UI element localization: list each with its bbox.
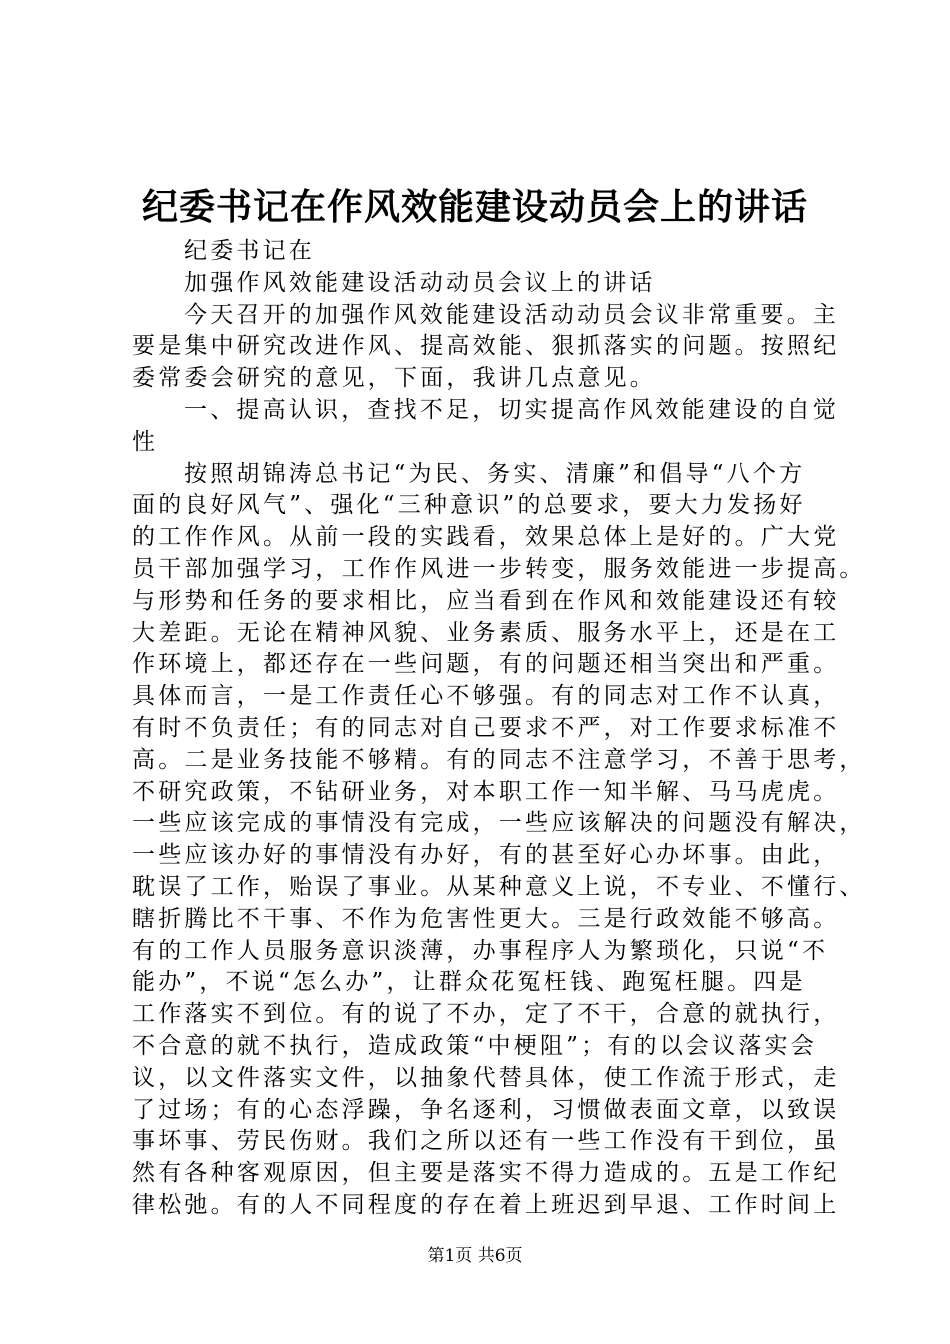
text-line: 事坏事、劳民伤财。我们之所以还有一些工作没有干到位，虽: [132, 1128, 840, 1155]
text-line: 加强作风效能建设活动动员会议上的讲话: [184, 269, 656, 296]
text-line: 纪委书记在: [184, 238, 315, 264]
text-line: 议，以文件落实文件，以抽象代替具体，使工作流于形式，走: [132, 1064, 840, 1091]
text-line: 然有各种客观原因，但主要是落实不得力造成的。五是工作纪: [132, 1160, 840, 1187]
text-line: 今天召开的加强作风效能建设活动动员会议非常重要。主: [184, 301, 839, 328]
text-line: 了过场；有的心态浮躁，争名逐利，习惯做表面文章，以致误: [132, 1096, 840, 1123]
text-line: 有时不负责任；有的同志对自己要求不严，对工作要求标准不: [132, 714, 840, 741]
text-line: 性: [132, 428, 159, 455]
text-line: 一些应该完成的事情没有完成，一些应该解决的问题没有解决，: [132, 810, 866, 837]
body-paragraph: [132, 395, 839, 459]
text-line: 的工作作风。从前一段的实践看，效果总体上是好的。广大党: [132, 524, 840, 551]
text-line: 耽误了工作，贻误了事业。从某种意义上说，不专业、不懂行、: [132, 873, 866, 900]
page-number: 第1页 共6页: [427, 1246, 523, 1266]
text-line: 按照胡锦涛总书记“为民、务实、清廉”和倡导“八个方: [184, 460, 806, 487]
document-title: 纪委书记在作风效能建设动员会上的讲话: [141, 186, 808, 228]
text-line: 作环境上，都还存在一些问题，有的问题还相当突出和严重。: [132, 651, 840, 678]
text-line: 不合意的就不执行，造成政策“中梗阻”；有的以会议落实会: [132, 1032, 817, 1059]
text-line: 工作落实不到位。有的说了不办，定了不干，合意的就执行，: [132, 1001, 840, 1028]
body-paragraph: [132, 300, 840, 395]
text-line: 要是集中研究改进作风、提高效能、狠抓落实的问题。按照纪: [132, 333, 840, 360]
text-line: 委常委会研究的意见，下面，我讲几点意见。: [132, 365, 656, 392]
text-line: 律松弛。有的人不同程度的存在着上班迟到早退、工作时间上: [132, 1191, 840, 1218]
text-line: 不研究政策，不钻研业务，对本职工作一知半解、马马虎虎。: [132, 778, 840, 805]
body-paragraph: [132, 268, 832, 300]
text-line: 一、提高认识，查找不足，切实提高作风效能建设的自觉: [184, 396, 839, 423]
body-paragraph: [132, 236, 832, 268]
text-line: 有的工作人员服务意识淡薄，办事程序人为繁琐化，只说“不: [132, 937, 829, 964]
text-line: 面的良好风气”、强化“三种意识”的总要求，要大力发扬好: [132, 492, 806, 519]
text-line: 具体而言，一是工作责任心不够强。有的同志对工作不认真，: [132, 683, 840, 710]
text-line: 大差距。无论在精神风貌、业务素质、服务水平上，还是在工: [132, 619, 840, 646]
text-line: 员干部加强学习，工作作风进一步转变，服务效能进一步提高。: [132, 555, 866, 582]
text-line: 一些应该办好的事情没有办好，有的甚至好心办坏事。由此，: [132, 842, 840, 869]
text-line: 瞎折腾比不干事、不作为危害性更大。三是行政效能不够高。: [132, 905, 840, 932]
body-paragraph: [132, 459, 866, 1222]
text-line: 与形势和任务的要求相比，应当看到在作风和效能建设还有较: [132, 587, 840, 614]
document-body: [132, 236, 866, 1222]
text-line: 能办”，不说“怎么办”，让群众花冤枉钱、跑冤枉腿。四是: [132, 969, 806, 996]
text-line: 高。二是业务技能不够精。有的同志不注意学习，不善于思考，: [132, 746, 866, 773]
